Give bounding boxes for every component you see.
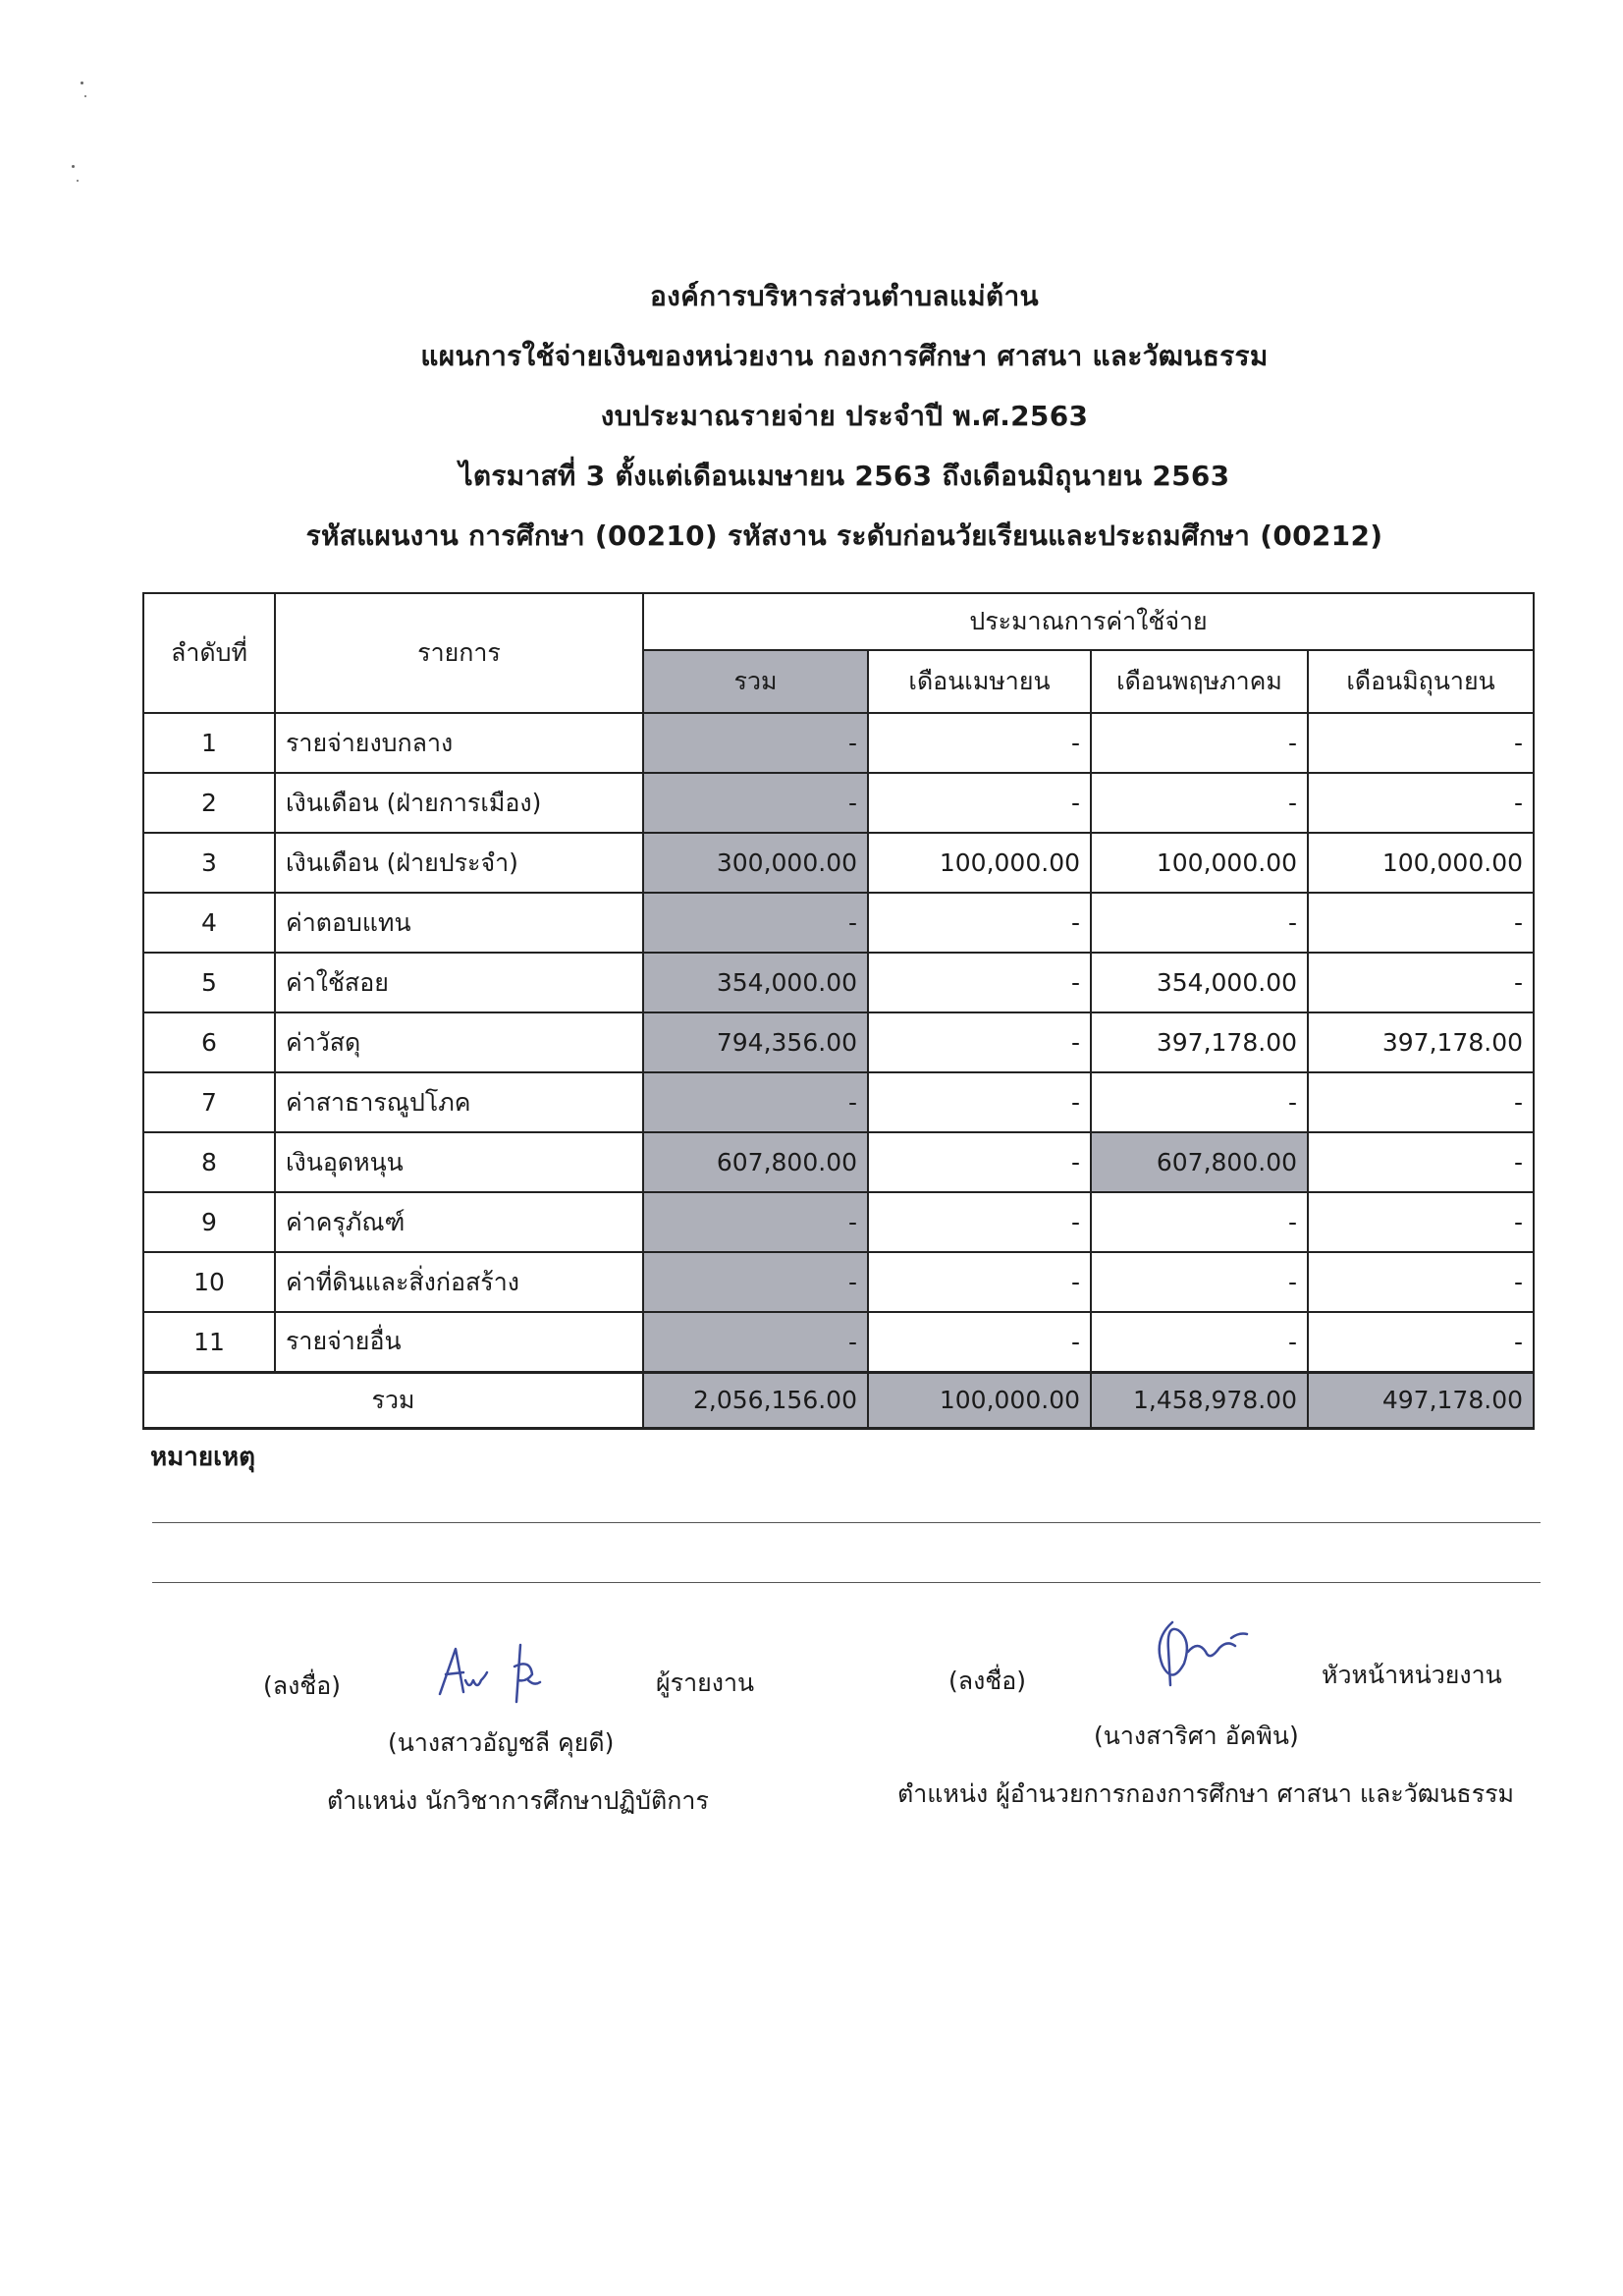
cell-june: - xyxy=(1308,1192,1534,1252)
table-row xyxy=(143,893,1534,953)
right-signature-image xyxy=(1149,1611,1267,1694)
cell-may: - xyxy=(1091,1252,1308,1312)
cell-may: 354,000.00 xyxy=(1091,953,1308,1012)
left-position: ตำแหน่ง นักวิชาการศึกษาปฏิบัติการ xyxy=(327,1786,709,1815)
cell-no: 4 xyxy=(143,893,275,953)
quarter-period: ไตรมาสที่ 3 ตั้งแต่เดือนเมษายน 2563 ถึงเดือนมิถุนายน 2563 xyxy=(459,460,1230,492)
cell-total: 354,000.00 xyxy=(643,953,868,1012)
cell-no: 6 xyxy=(143,1012,275,1072)
right-name: (นางสาริศา อัคพิน) xyxy=(1094,1722,1299,1750)
table-row xyxy=(143,713,1534,773)
cell-total: - xyxy=(643,1192,868,1252)
cell-item: ค่าสาธารณูปโภค xyxy=(275,1072,643,1132)
table-row xyxy=(143,773,1534,833)
left-role: ผู้รายงาน xyxy=(656,1668,755,1697)
cell-total: 794,356.00 xyxy=(643,1012,868,1072)
right-role: หัวหน้าหน่วยงาน xyxy=(1322,1661,1502,1689)
right-position: ตำแหน่ง ผู้อำนวยการกองการศึกษา ศาสนา และวัฒนธรรม xyxy=(897,1779,1515,1808)
cell-total: - xyxy=(643,1312,868,1372)
table-row xyxy=(143,833,1534,893)
cell-item: ค่าใช้สอย xyxy=(275,953,643,1012)
scan-speck xyxy=(84,95,86,97)
table-row xyxy=(143,1012,1534,1072)
right-sign-label: (ลงชื่อ) xyxy=(948,1667,1027,1695)
total-label: รวม xyxy=(143,1372,643,1428)
header-may: เดือนพฤษภาคม xyxy=(1091,650,1308,713)
cell-total: 300,000.00 xyxy=(643,833,868,893)
cell-item: เงินเดือน (ฝ่ายประจำ) xyxy=(275,833,643,893)
document-header xyxy=(147,280,1542,579)
cell-no: 1 xyxy=(143,713,275,773)
cell-june: 100,000.00 xyxy=(1308,833,1534,893)
cell-april: - xyxy=(868,1252,1091,1312)
scan-speck xyxy=(72,165,75,168)
scan-speck xyxy=(81,82,83,84)
cell-june: - xyxy=(1308,1312,1534,1372)
header-june: เดือนมิถุนายน xyxy=(1308,650,1534,713)
cell-april: - xyxy=(868,773,1091,833)
cell-total: - xyxy=(643,773,868,833)
table-total-row xyxy=(143,1372,1534,1428)
table-row xyxy=(143,1252,1534,1312)
cell-april: - xyxy=(868,953,1091,1012)
budget-year: งบประมาณรายจ่าย ประจำปี พ.ศ.2563 xyxy=(600,400,1089,432)
header-no: ลำดับที่ xyxy=(143,593,275,713)
cell-june: - xyxy=(1308,953,1534,1012)
table-row xyxy=(143,1072,1534,1132)
cell-item: ค่าวัสดุ xyxy=(275,1012,643,1072)
cell-may: - xyxy=(1091,713,1308,773)
cell-total: - xyxy=(643,1252,868,1312)
cell-total: - xyxy=(643,713,868,773)
cell-total: 607,800.00 xyxy=(643,1132,868,1192)
table-row xyxy=(143,1132,1534,1192)
cell-no: 7 xyxy=(143,1072,275,1132)
table-row xyxy=(143,1192,1534,1252)
cell-item: เงินเดือน (ฝ่ายการเมือง) xyxy=(275,773,643,833)
cell-no: 9 xyxy=(143,1192,275,1252)
cell-no: 10 xyxy=(143,1252,275,1312)
cell-june: 397,178.00 xyxy=(1308,1012,1534,1072)
cell-april: - xyxy=(868,893,1091,953)
remark-line xyxy=(152,1582,1541,1583)
cell-item: รายจ่ายอื่น xyxy=(275,1312,643,1372)
cell-no: 3 xyxy=(143,833,275,893)
cell-june: - xyxy=(1308,1252,1534,1312)
cell-no: 8 xyxy=(143,1132,275,1192)
header-estimate: ประมาณการค่าใช้จ่าย xyxy=(643,593,1534,650)
cell-may: 100,000.00 xyxy=(1091,833,1308,893)
cell-no: 11 xyxy=(143,1312,275,1372)
cell-no: 2 xyxy=(143,773,275,833)
cell-may: - xyxy=(1091,1192,1308,1252)
cell-total: - xyxy=(643,893,868,953)
total-june: 497,178.00 xyxy=(1308,1372,1534,1428)
cell-item: ค่าครุภัณฑ์ xyxy=(275,1192,643,1252)
plan-code: รหัสแผนงาน การศึกษา (00210) รหัสงาน ระดับก่อนวัยเรียนและประถมศึกษา (00212) xyxy=(305,519,1383,552)
budget-plan-table xyxy=(142,592,1535,1430)
cell-item: ค่าที่ดินและสิ่งก่อสร้าง xyxy=(275,1252,643,1312)
cell-may: - xyxy=(1091,893,1308,953)
cell-may: 607,800.00 xyxy=(1091,1132,1308,1192)
cell-april: - xyxy=(868,1312,1091,1372)
cell-item: ค่าตอบแทน xyxy=(275,893,643,953)
cell-item: รายจ่ายงบกลาง xyxy=(275,713,643,773)
left-sign-label: (ลงชื่อ) xyxy=(263,1671,342,1700)
cell-april: 100,000.00 xyxy=(868,833,1091,893)
cell-april: - xyxy=(868,1012,1091,1072)
cell-total: - xyxy=(643,1072,868,1132)
table-row xyxy=(143,1312,1534,1372)
org-name: องค์การบริหารส่วนตำบลแม่ต้าน xyxy=(650,280,1039,312)
cell-june: - xyxy=(1308,713,1534,773)
cell-item: เงินอุดหนุน xyxy=(275,1132,643,1192)
header-item: รายการ xyxy=(275,593,643,713)
cell-may: - xyxy=(1091,773,1308,833)
total-sum: 2,056,156.00 xyxy=(643,1372,868,1428)
cell-may: - xyxy=(1091,1072,1308,1132)
header-total: รวม xyxy=(643,650,868,713)
total-may: 1,458,978.00 xyxy=(1091,1372,1308,1428)
cell-april: - xyxy=(868,1072,1091,1132)
cell-may: 397,178.00 xyxy=(1091,1012,1308,1072)
cell-april: - xyxy=(868,1192,1091,1252)
cell-april: - xyxy=(868,713,1091,773)
plan-title: แผนการใช้จ่ายเงินของหน่วยงาน กองการศึกษา ศาสนา และวัฒนธรรม xyxy=(420,340,1269,372)
cell-june: - xyxy=(1308,893,1534,953)
total-april: 100,000.00 xyxy=(868,1372,1091,1428)
cell-june: - xyxy=(1308,1072,1534,1132)
cell-no: 5 xyxy=(143,953,275,1012)
remark-line xyxy=(152,1522,1541,1523)
cell-june: - xyxy=(1308,1132,1534,1192)
cell-may: - xyxy=(1091,1312,1308,1372)
scan-speck xyxy=(77,180,79,182)
cell-june: - xyxy=(1308,773,1534,833)
remark-label: หมายเหตุ xyxy=(150,1443,256,1472)
left-signature-image xyxy=(432,1637,560,1716)
table-row xyxy=(143,953,1534,1012)
left-name: (นางสาวอัญชลี คุยดี) xyxy=(388,1728,615,1757)
table-header-row xyxy=(143,593,1534,650)
cell-april: - xyxy=(868,1132,1091,1192)
header-april: เดือนเมษายน xyxy=(868,650,1091,713)
